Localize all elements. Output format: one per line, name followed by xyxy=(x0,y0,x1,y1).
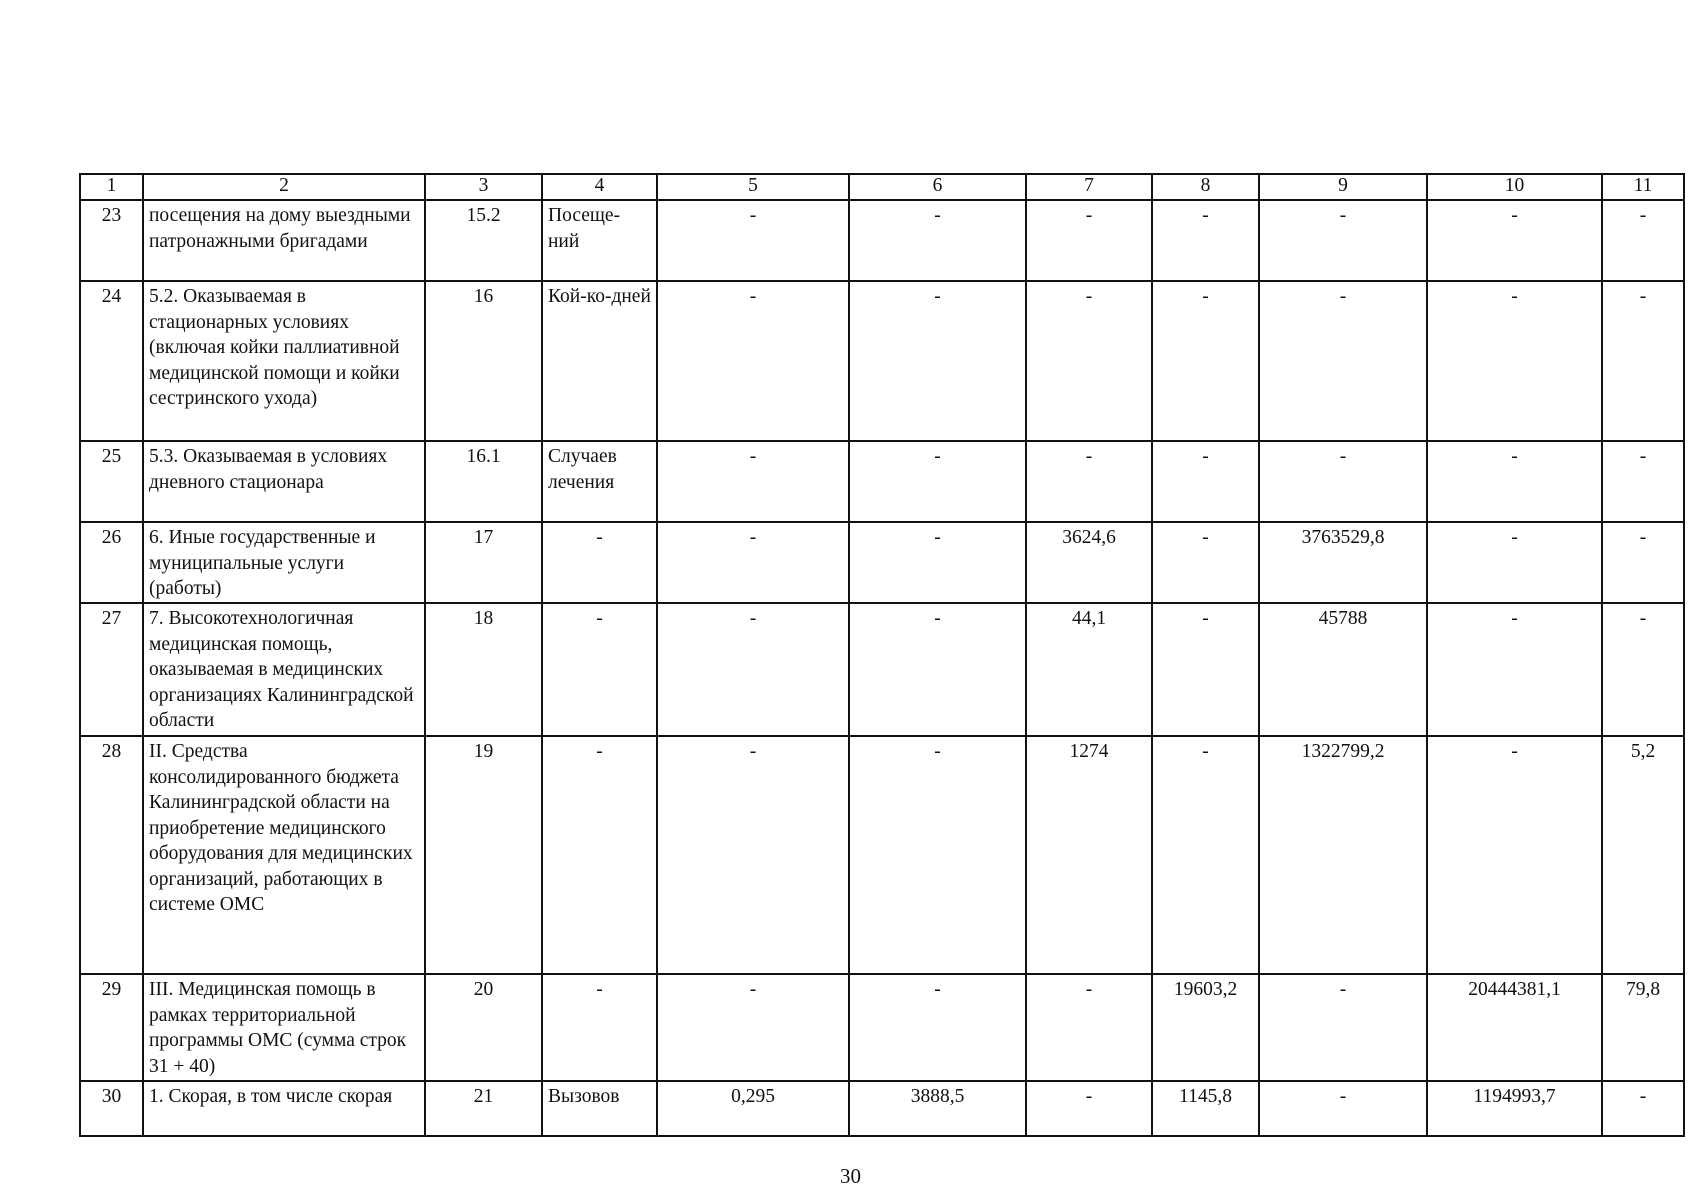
row-code: 15.2 xyxy=(425,200,542,281)
row-name: 5.3. Оказываемая в условиях дневного стационара xyxy=(143,441,425,522)
row-value: - xyxy=(1026,281,1152,441)
row-value: - xyxy=(657,736,849,974)
row-value: - xyxy=(1152,736,1259,974)
row-value: - xyxy=(1026,1081,1152,1136)
row-value: - xyxy=(1427,441,1602,522)
row-unit: - xyxy=(542,974,657,1081)
row-name: 7. Высокотехнологичная медицинская помощь, оказываемая в медицинских организациях Калининградской области xyxy=(143,603,425,736)
row-value: - xyxy=(849,603,1026,736)
row-unit: - xyxy=(542,603,657,736)
row-unit: - xyxy=(542,736,657,974)
header-cell: 7 xyxy=(1026,174,1152,200)
header-cell: 10 xyxy=(1427,174,1602,200)
row-value: - xyxy=(1602,1081,1684,1136)
row-unit: Случаев лечения xyxy=(542,441,657,522)
row-value: - xyxy=(657,200,849,281)
header-cell: 1 xyxy=(80,174,143,200)
row-number: 23 xyxy=(80,200,143,281)
row-value: 19603,2 xyxy=(1152,974,1259,1081)
header-cell: 8 xyxy=(1152,174,1259,200)
row-value: 3624,6 xyxy=(1026,522,1152,603)
row-name: 6. Иные государственные и муниципальные услуги (работы) xyxy=(143,522,425,603)
row-value: - xyxy=(1602,603,1684,736)
row-code: 19 xyxy=(425,736,542,974)
row-name: 1. Скорая, в том числе скорая xyxy=(143,1081,425,1136)
row-value: - xyxy=(1152,522,1259,603)
header-cell: 9 xyxy=(1259,174,1427,200)
header-cell: 6 xyxy=(849,174,1026,200)
row-value: - xyxy=(1427,281,1602,441)
row-value: - xyxy=(1259,974,1427,1081)
header-row xyxy=(80,174,1684,200)
row-value: 79,8 xyxy=(1602,974,1684,1081)
row-value: - xyxy=(1152,441,1259,522)
row-name: II. Средства консолидированного бюджета Калининградской области на приобретение медицинского оборудования для медицинских организаций, работающих в системе ОМС xyxy=(143,736,425,974)
row-value: - xyxy=(1602,441,1684,522)
header-cell: 5 xyxy=(657,174,849,200)
header-cell: 2 xyxy=(143,174,425,200)
row-value: - xyxy=(1259,1081,1427,1136)
row-value: 20444381,1 xyxy=(1427,974,1602,1081)
row-code: 17 xyxy=(425,522,542,603)
row-value: 1145,8 xyxy=(1152,1081,1259,1136)
row-unit: Вызовов xyxy=(542,1081,657,1136)
table-row xyxy=(80,441,1684,522)
table-row xyxy=(80,603,1684,736)
row-value: - xyxy=(657,522,849,603)
row-code: 16 xyxy=(425,281,542,441)
row-name: III. Медицинская помощь в рамках территориальной программы ОМС (сумма строк 31 + 40) xyxy=(143,974,425,1081)
row-value: - xyxy=(849,974,1026,1081)
row-value: - xyxy=(1427,200,1602,281)
row-code: 18 xyxy=(425,603,542,736)
row-number: 24 xyxy=(80,281,143,441)
row-value: 45788 xyxy=(1259,603,1427,736)
header-cell: 11 xyxy=(1602,174,1684,200)
row-value: - xyxy=(1026,200,1152,281)
row-value: - xyxy=(1152,200,1259,281)
row-value: - xyxy=(1026,441,1152,522)
table-row xyxy=(80,736,1684,974)
row-value: 1274 xyxy=(1026,736,1152,974)
row-value: - xyxy=(849,441,1026,522)
row-number: 30 xyxy=(80,1081,143,1136)
header-cell: 4 xyxy=(542,174,657,200)
row-value: - xyxy=(1152,603,1259,736)
row-number: 28 xyxy=(80,736,143,974)
row-value: - xyxy=(849,200,1026,281)
row-value: - xyxy=(849,736,1026,974)
table-row xyxy=(80,974,1684,1081)
row-number: 27 xyxy=(80,603,143,736)
row-value: 3763529,8 xyxy=(1259,522,1427,603)
row-value: 1322799,2 xyxy=(1259,736,1427,974)
row-value: - xyxy=(849,522,1026,603)
row-unit: - xyxy=(542,522,657,603)
row-name: посещения на дому выездными патронажными бригадами xyxy=(143,200,425,281)
table-row xyxy=(80,200,1684,281)
row-number: 25 xyxy=(80,441,143,522)
row-name: 5.2. Оказываемая в стационарных условиях (включая койки паллиативной медицинской помощи и койки сестринского ухода) xyxy=(143,281,425,441)
header-cell: 3 xyxy=(425,174,542,200)
row-value: 1194993,7 xyxy=(1427,1081,1602,1136)
row-value: 3888,5 xyxy=(849,1081,1026,1136)
row-value: 0,295 xyxy=(657,1081,849,1136)
row-unit: Посеще-ний xyxy=(542,200,657,281)
row-value: - xyxy=(1602,281,1684,441)
row-value: - xyxy=(1259,441,1427,522)
row-value: - xyxy=(1259,200,1427,281)
row-value: - xyxy=(657,441,849,522)
row-value: - xyxy=(1602,522,1684,603)
row-code: 20 xyxy=(425,974,542,1081)
table-row xyxy=(80,281,1684,441)
table-row xyxy=(80,1081,1684,1136)
row-unit: Кой-ко-дней xyxy=(542,281,657,441)
row-number: 29 xyxy=(80,974,143,1081)
data-table xyxy=(79,173,1685,1137)
row-value: - xyxy=(1427,522,1602,603)
page-number: 30 xyxy=(840,1164,861,1188)
row-code: 16.1 xyxy=(425,441,542,522)
row-value: - xyxy=(657,281,849,441)
row-value: - xyxy=(1259,281,1427,441)
row-value: - xyxy=(1427,736,1602,974)
row-value: - xyxy=(1427,603,1602,736)
row-value: - xyxy=(657,974,849,1081)
row-number: 26 xyxy=(80,522,143,603)
row-value: - xyxy=(849,281,1026,441)
row-value: 5,2 xyxy=(1602,736,1684,974)
row-value: - xyxy=(1026,974,1152,1081)
row-value: 44,1 xyxy=(1026,603,1152,736)
table-row xyxy=(80,522,1684,603)
row-value: - xyxy=(657,603,849,736)
row-value: - xyxy=(1152,281,1259,441)
row-value: - xyxy=(1602,200,1684,281)
row-code: 21 xyxy=(425,1081,542,1136)
